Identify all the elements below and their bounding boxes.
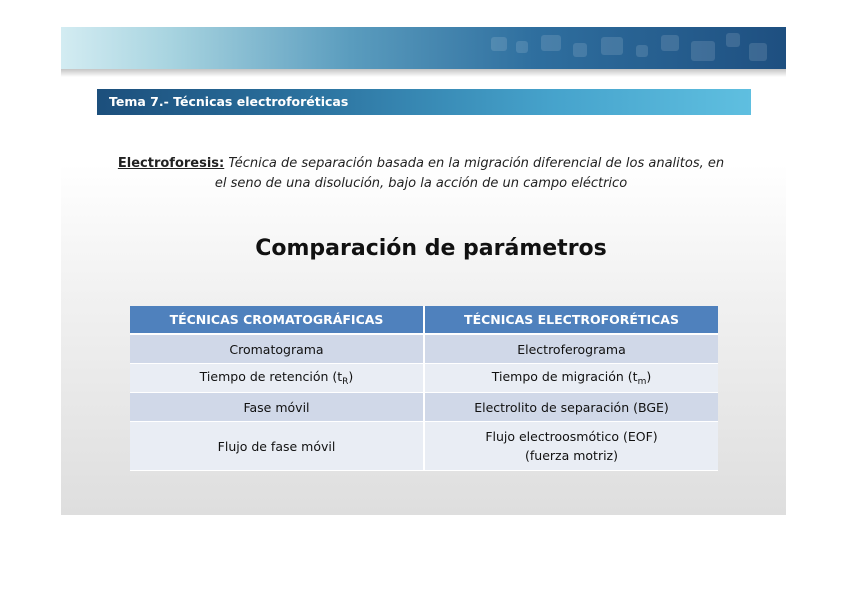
comparison-table [130, 306, 718, 471]
table-cell: Flujo de fase móvil [130, 422, 424, 471]
cell-text: ) [646, 369, 652, 384]
cell-text: Tiempo de migración (t [491, 369, 638, 384]
table-cell: Cromatograma [130, 334, 424, 364]
table-row [130, 364, 718, 393]
cell-text: ) [348, 369, 354, 384]
banner-shadow [61, 69, 786, 77]
table-cell [424, 364, 718, 393]
table-header-row [130, 306, 718, 334]
definition-text: Técnica de separación basada en la migración diferencial de los analitos, en el seno de una disolución, bajo la acción de un campo eléctrico [214, 156, 725, 191]
table-cell: Electroferograma [424, 334, 718, 364]
table-cell: Fase móvil [130, 393, 424, 422]
header-banner [61, 27, 786, 69]
topic-title: Tema 7.- Técnicas electroforéticas [109, 94, 349, 109]
topic-bar [97, 89, 751, 115]
table-row [130, 393, 718, 422]
definition [116, 154, 726, 194]
subscript: m [637, 377, 647, 387]
cell-line: (fuerza motriz) [525, 448, 618, 463]
cell-line: Flujo electroosmótico (EOF) [485, 429, 658, 444]
table-cell: Electrolito de separación (BGE) [424, 393, 718, 422]
header-chromatographic: TÉCNICAS CROMATOGRÁFICAS [130, 306, 424, 334]
table-cell [424, 422, 718, 471]
table-cell [130, 364, 424, 393]
subscript: R [342, 377, 349, 387]
header-electrophoretic: TÉCNICAS ELECTROFORÉTICAS [424, 306, 718, 334]
slide [61, 27, 786, 515]
definition-term: Electroforesis: [117, 156, 225, 171]
section-heading: Comparación de parámetros [255, 236, 607, 261]
table-row [130, 334, 718, 364]
table-row [130, 422, 718, 471]
cell-text: Tiempo de retención (t [199, 369, 343, 384]
